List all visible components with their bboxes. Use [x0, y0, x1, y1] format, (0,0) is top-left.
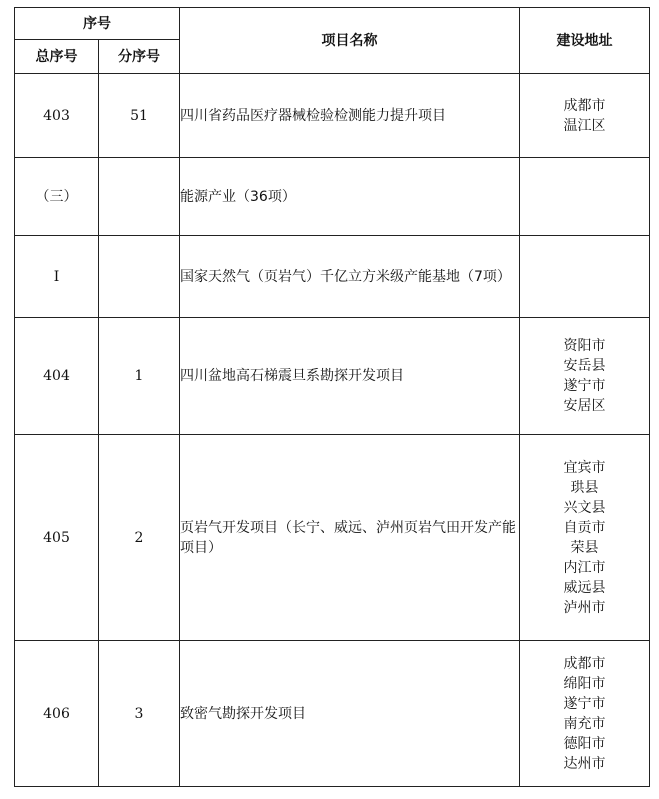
location-item: 珙县	[570, 479, 599, 496]
location-item: 自贡市	[563, 519, 606, 536]
location-item: 威远县	[563, 579, 606, 596]
total-serial-cell: （三）	[15, 158, 99, 236]
location-cell	[520, 236, 650, 318]
location-item: 宜宾市	[563, 459, 606, 476]
location-item: 兴文县	[563, 499, 606, 516]
location-item: 内江市	[563, 559, 606, 576]
total-serial-cell: I	[15, 236, 99, 318]
location-item: 德阳市	[563, 735, 606, 752]
header-location: 建设地址	[520, 8, 650, 74]
table-row	[15, 318, 650, 435]
table-row	[15, 435, 650, 641]
sub-serial-cell: 1	[99, 318, 180, 435]
location-item: 成都市	[563, 97, 606, 114]
location-item: 温江区	[563, 117, 606, 134]
project-name-cell: 能源产业（36项）	[180, 158, 520, 236]
header-sub-serial: 分序号	[99, 40, 180, 74]
location-item: 成都市	[563, 655, 606, 672]
location-cell	[520, 641, 650, 787]
location-item: 安居区	[563, 398, 606, 414]
location-item: 遂宁市	[563, 695, 606, 712]
header-row-top	[15, 8, 650, 40]
project-table	[14, 7, 650, 787]
location-item: 遂宁市	[563, 378, 606, 394]
table-row	[15, 236, 650, 318]
location-item: 泸州市	[563, 599, 606, 616]
total-serial-cell: 403	[15, 74, 99, 158]
sub-serial-cell: 2	[99, 435, 180, 641]
total-serial-cell: 405	[15, 435, 99, 641]
header-project-name: 项目名称	[180, 8, 520, 74]
location-cell	[520, 318, 650, 435]
location-cell	[520, 74, 650, 158]
sub-serial-cell: 51	[99, 74, 180, 158]
sub-serial-cell: 3	[99, 641, 180, 787]
location-item: 达州市	[563, 755, 606, 772]
sub-serial-cell	[99, 236, 180, 318]
project-name-cell: 国家天然气（页岩气）千亿立方米级产能基地（7项）	[180, 236, 520, 318]
project-name-cell: 页岩气开发项目（长宁、威远、泸州页岩气田开发产能项目）	[180, 435, 520, 641]
project-name-cell: 四川省药品医疗器械检验检测能力提升项目	[180, 74, 520, 158]
project-name-cell: 四川盆地高石梯震旦系勘探开发项目	[180, 318, 520, 435]
location-item: 安岳县	[563, 358, 606, 374]
table-row	[15, 74, 650, 158]
header-total-serial: 总序号	[15, 40, 99, 74]
location-item: 绵阳市	[563, 675, 606, 692]
sub-serial-cell	[99, 158, 180, 236]
table-row	[15, 641, 650, 787]
location-item: 荣县	[570, 539, 599, 556]
location-cell	[520, 435, 650, 641]
table-row	[15, 158, 650, 236]
location-item: 南充市	[563, 715, 606, 732]
location-cell	[520, 158, 650, 236]
total-serial-cell: 404	[15, 318, 99, 435]
total-serial-cell: 406	[15, 641, 99, 787]
project-name-cell: 致密气勘探开发项目	[180, 641, 520, 787]
location-item: 资阳市	[563, 338, 606, 354]
header-serial-group: 序号	[15, 8, 180, 40]
